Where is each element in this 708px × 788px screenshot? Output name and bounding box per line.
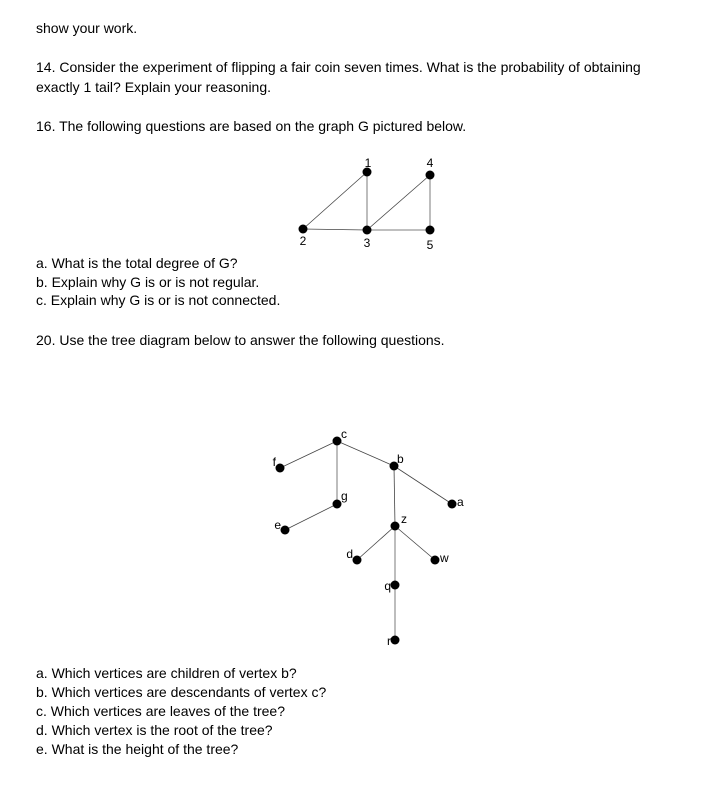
tree-vertex-label: z — [401, 512, 407, 526]
tree-vertex — [391, 581, 400, 590]
q20-part-b: b. Which vertices are descendants of vertex c? — [36, 684, 327, 700]
tree-edge — [280, 441, 337, 468]
tree-vertex-label: b — [397, 452, 404, 466]
q20-prompt: 20. Use the tree diagram below to answer the following questions. — [36, 332, 445, 348]
q14-line2: exactly 1 tail? Explain your reasoning. — [36, 79, 272, 95]
graph-vertex-label: 5 — [426, 238, 434, 252]
q20-part-a: a. Which vertices are children of vertex b? — [36, 665, 297, 681]
tree-vertex-label: w — [440, 551, 449, 565]
tree-vertex — [431, 556, 440, 565]
q16-part-c: c. Explain why G is or is not connected. — [36, 292, 281, 308]
graph-vertex-label: 3 — [363, 236, 371, 250]
tree-vertex-label: g — [341, 489, 348, 503]
q20-part-d: d. Which vertex is the root of the tree? — [36, 722, 273, 738]
q14-line1: 14. Consider the experiment of flipping a fair coin seven times. What is the probability of obtaining — [36, 59, 641, 75]
q16-part-a: a. What is the total degree of G? — [36, 255, 238, 271]
tree-vertex — [276, 464, 285, 473]
tree-vertex — [391, 636, 400, 645]
graph-vertex-label: 4 — [426, 156, 434, 170]
tree-vertex-label: c — [341, 427, 347, 441]
tree-edge — [357, 526, 395, 560]
graph-vertex-label: 1 — [364, 156, 372, 170]
tree-vertex — [448, 500, 457, 509]
graph-vertex — [426, 226, 435, 235]
tree-vertex-label: d — [346, 547, 353, 561]
q16-prompt: 16. The following questions are based on the graph G pictured below. — [36, 118, 467, 134]
tree-edge — [285, 504, 337, 530]
graph-edge — [367, 175, 430, 230]
tree-vertex-label: r — [387, 634, 391, 648]
graph-vertex — [363, 226, 372, 235]
intro-text: show your work. — [36, 20, 138, 36]
q20-part-e: e. What is the height of the tree? — [36, 741, 239, 757]
tree-vertex-label: e — [274, 518, 281, 532]
graph-vertex-label: 2 — [299, 234, 307, 248]
tree-edge — [394, 466, 395, 526]
tree-edge — [395, 526, 435, 560]
tree-vertex — [353, 556, 362, 565]
tree-vertex-label: a — [457, 495, 464, 509]
graph-edge — [303, 172, 367, 229]
q16-part-b: b. Explain why G is or is not regular. — [36, 274, 260, 290]
graph-edge — [303, 229, 367, 230]
tree-edge — [394, 466, 452, 504]
q20-part-c: c. Which vertices are leaves of the tree? — [36, 703, 285, 719]
tree-vertex — [391, 522, 400, 531]
graph-vertex — [299, 225, 308, 234]
tree-edge — [337, 441, 394, 466]
graph-vertex — [426, 171, 435, 180]
tree-vertex-label: f — [272, 455, 276, 469]
tree-vertex — [281, 526, 290, 535]
tree-vertex-label: q — [384, 579, 391, 593]
